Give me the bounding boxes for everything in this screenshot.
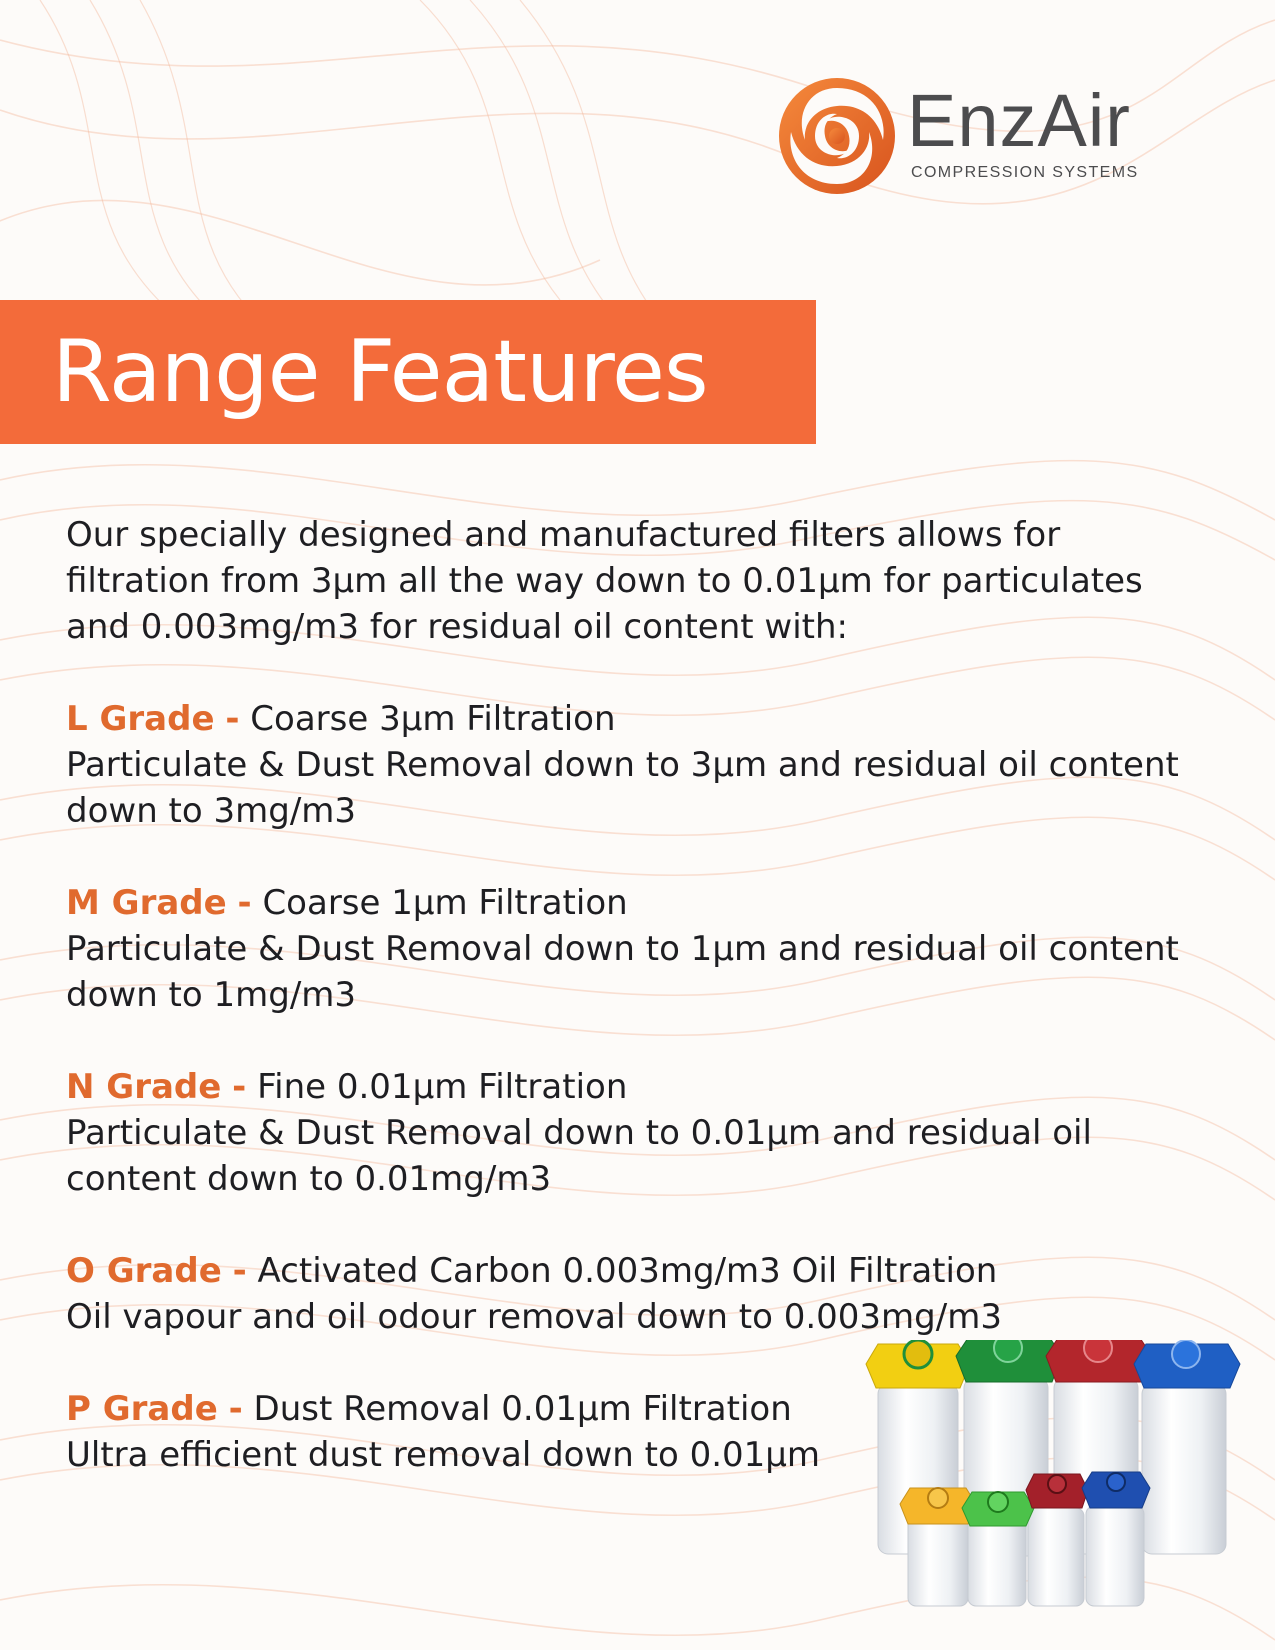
grade-heading <box>66 1248 1216 1294</box>
grade-title: Dust Removal 0.01µm Filtration <box>253 1389 792 1429</box>
grade-description-line: Particulate & Dust Removal down to 1µm and residual oil content <box>66 929 1179 969</box>
grade-separator: - <box>232 1251 247 1291</box>
grade-heading <box>66 696 1216 742</box>
brand-name: EnzAir <box>907 79 1131 162</box>
filter-elements-photo <box>860 1340 1260 1640</box>
grade-m-section <box>66 880 1216 1018</box>
grade-heading <box>66 880 1216 926</box>
grade-separator: - <box>228 1389 243 1429</box>
grade-name: P Grade <box>66 1389 218 1429</box>
grade-o-section <box>66 1248 1216 1340</box>
title-banner <box>0 300 816 444</box>
grade-description-line: down to 1mg/m3 <box>66 975 357 1015</box>
grade-separator: - <box>232 1067 247 1107</box>
grade-title: Fine 0.01µm Filtration <box>257 1067 628 1107</box>
grade-description-line: Particulate & Dust Removal down to 0.01µm and residual oil <box>66 1113 1092 1153</box>
grade-n-section <box>66 1064 1216 1202</box>
grade-l-section <box>66 696 1216 834</box>
grade-separator: - <box>225 699 240 739</box>
grade-description-line: Oil vapour and oil odour removal down to 0.003mg/m3 <box>66 1297 1002 1337</box>
grade-description-line: Particulate & Dust Removal down to 3µm and residual oil content <box>66 745 1179 785</box>
brand-tagline: COMPRESSION SYSTEMS <box>911 164 1139 181</box>
intro-paragraph <box>66 512 1216 650</box>
grade-description-line: Ultra efficient dust removal down to 0.01µm <box>66 1435 821 1475</box>
intro-line: Our specially designed and manufactured filters allows for <box>66 515 1061 555</box>
grade-description-line: down to 3mg/m3 <box>66 791 357 831</box>
enzair-logo <box>775 72 1215 212</box>
intro-line: and 0.003mg/m3 for residual oil content with: <box>66 607 848 647</box>
grade-name: M Grade <box>66 883 227 923</box>
grade-name: N Grade <box>66 1067 222 1107</box>
grade-title: Activated Carbon 0.003mg/m3 Oil Filtration <box>257 1251 998 1291</box>
intro-line: filtration from 3µm all the way down to 0.01µm for particulates <box>66 561 1143 601</box>
grade-name: O Grade <box>66 1251 222 1291</box>
grade-description-line: content down to 0.01mg/m3 <box>66 1159 552 1199</box>
swirl-logo-icon <box>775 74 899 198</box>
page-title: Range Features <box>52 322 708 422</box>
grade-heading <box>66 1064 1216 1110</box>
grade-separator: - <box>237 883 252 923</box>
grade-name: L Grade <box>66 699 215 739</box>
grade-title: Coarse 1µm Filtration <box>262 883 628 923</box>
grade-title: Coarse 3µm Filtration <box>250 699 616 739</box>
